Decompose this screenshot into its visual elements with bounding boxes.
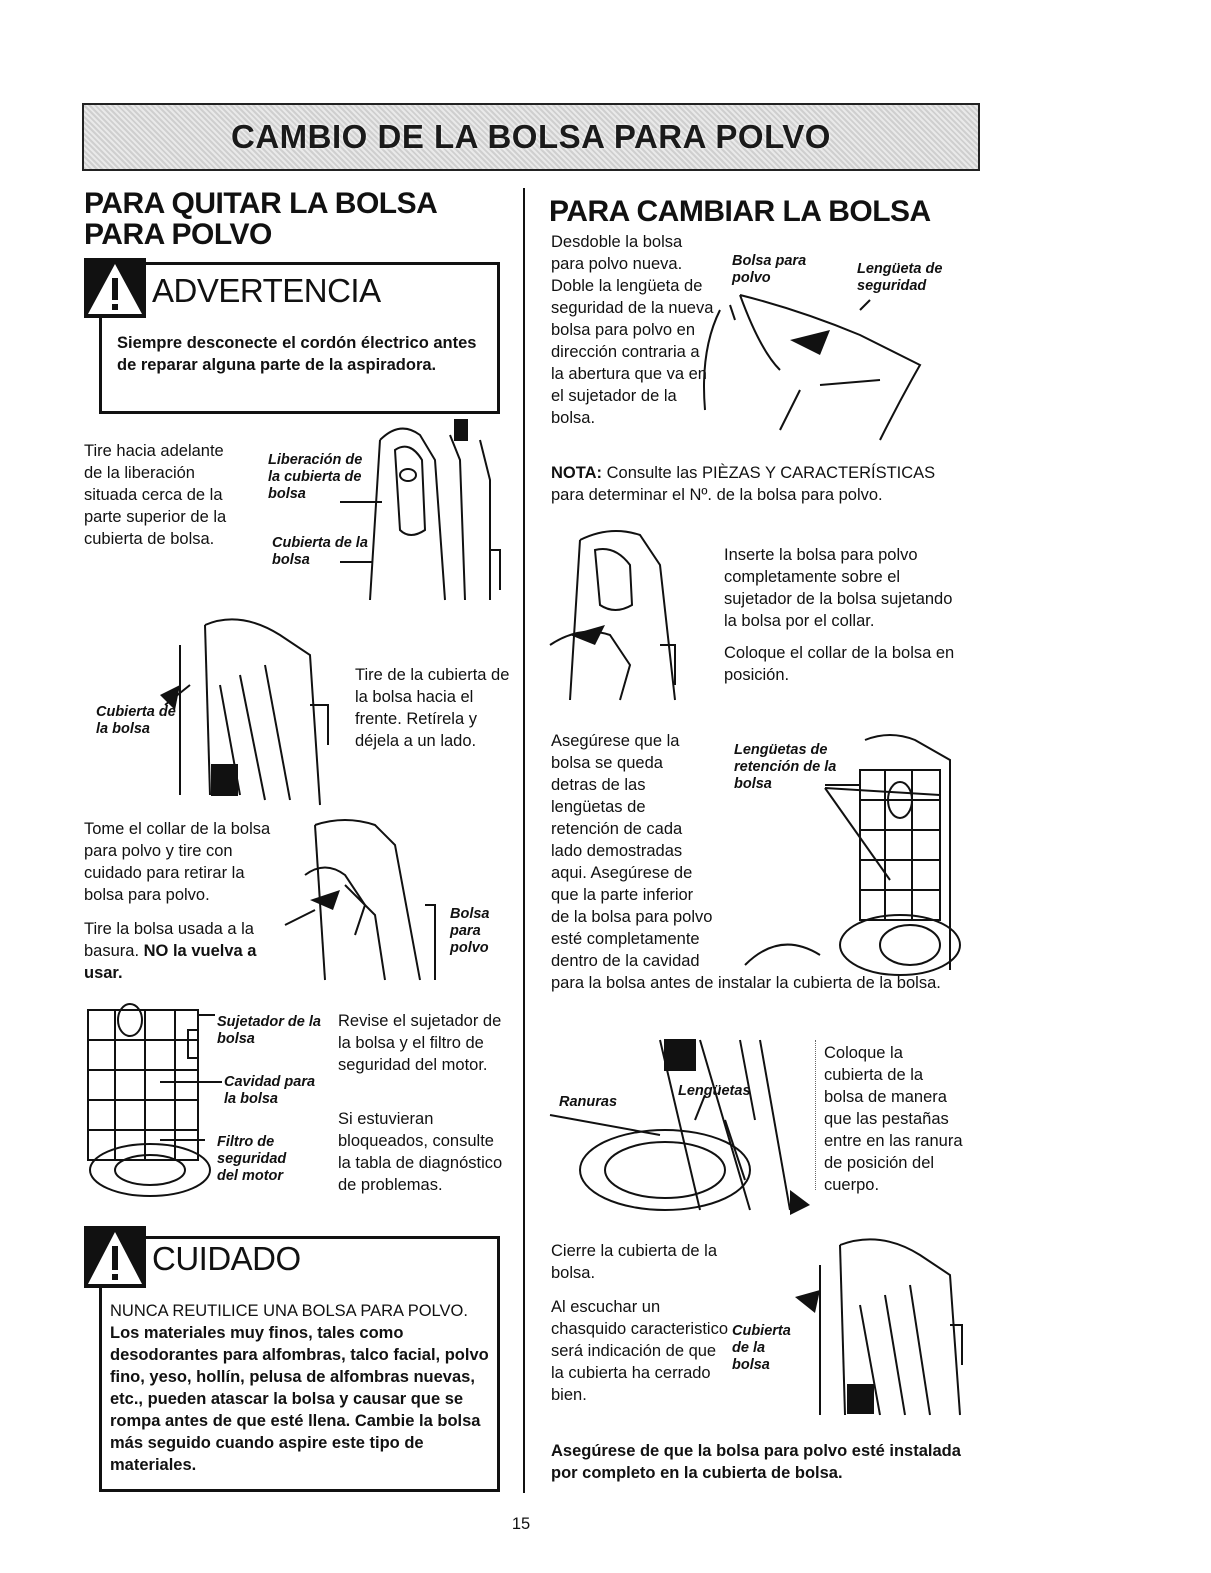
- label-bag-holder: Sujetador de la bolsa: [217, 1014, 321, 1047]
- illustration-unfold-bag: [680, 290, 940, 450]
- illustration-cover-slots: [550, 1040, 810, 1215]
- label-bag-cavity: Cavidad para la bolsa: [224, 1074, 316, 1107]
- label-slots: Ranuras: [559, 1094, 618, 1110]
- illustration-remove-cover: [170, 615, 340, 805]
- note-label: NOTA:: [551, 464, 603, 482]
- label-release: Liberación de la cubierta de bolsa: [268, 452, 363, 502]
- left-step1-text: Tire hacia adelante de la liberación situada cerca de la parte superior de la cubierta de bolsa.: [84, 442, 227, 548]
- warning-icon: [84, 258, 146, 318]
- left-step3-text1: Tome el collar de la bolsa para polvo y tire con cuidado para retirar la bolsa para polvo.: [84, 820, 271, 904]
- right-heading: PARA CAMBIAR LA BOLSA: [549, 195, 931, 228]
- label-safety-tab: Lengüeta de seguridad: [857, 261, 943, 294]
- label-motor-filter: Filtro de seguridad del motor: [217, 1134, 287, 1184]
- right-step2-text2: Coloque el collar de la bolsa en posición.: [724, 644, 955, 684]
- left-step2-text: Tire de la cubierta de la bolsa hacia el frente. Retírela y déjela a un lado.: [355, 666, 510, 750]
- illustration-retention-tabs: [740, 730, 955, 975]
- right-step5-text2: Al escuchar un chasquido caracteristico será indicación de que la cubierta ha cerrado bien.: [551, 1298, 729, 1404]
- illustration-remove-bag: [285, 815, 445, 985]
- right-step5-text1: Cierre la cubierta de la bolsa.: [551, 1242, 717, 1282]
- left-step3-text2: [84, 918, 279, 984]
- warning-title: ADVERTENCIA: [152, 272, 381, 309]
- page-number: 15: [511, 1515, 531, 1533]
- text-discard: Tire la bolsa usada a la basura.: [84, 920, 254, 960]
- illustration-insert-bag: [550, 525, 700, 705]
- caution-icon: [84, 1226, 146, 1288]
- section-banner: [82, 103, 980, 171]
- right-step1-text: Desdoble la bolsa para polvo nueva. Doble la lengüeta de seguridad de la nueva bolsa para polvo en dirección contraria a la abertura que va en el sujetador de la bolsa.: [551, 233, 714, 427]
- left-step4-text1: Revise el sujetador de la bolsa y el filtro de seguridad del motor.: [338, 1012, 502, 1074]
- caution-text-lead: NUNCA REUTILICE UNA BOLSA PARA POLVO.: [110, 1302, 468, 1320]
- step3-text-body: Asegúrese que la bolsa se queda detras de las lengüetas de retención de cada lado demostradas aqui. Asegúrese de que la parte inferior de la bolsa para polvo esté completamente dentro de la cavidad para la bolsa antes de instalar la cubierta de la bolsa.: [551, 732, 941, 992]
- illustration-release-latch: [340, 420, 510, 610]
- label-dust-bag: Bolsa para polvo: [450, 906, 490, 956]
- warning-text: Siempre desconecte el cordón électrico antes de reparar alguna parte de la aspiradora.: [117, 334, 477, 374]
- label-bag-cover-1: Cubierta de la bolsa: [272, 535, 368, 568]
- column-divider: [523, 188, 525, 1493]
- right-step4-text: Coloque la cubierta de la bolsa de manera que las pestañas entre en las ranura de posición del cuerpo.: [824, 1044, 963, 1194]
- label-retention-tabs: Lengüetas de retención de la bolsa: [734, 742, 837, 792]
- banner-title: CAMBIO DE LA BOLSA PARA POLVO: [231, 118, 831, 155]
- label-tabs: Lengüetas: [678, 1083, 751, 1099]
- right-step2-text1: Inserte la bolsa para polvo completamente sobre el sujetador de la bolsa sujetando la bolsa por el collar.: [724, 546, 953, 630]
- left-heading: PARA QUITAR LA BOLSA PARA POLVO: [84, 187, 437, 251]
- label-new-bag: Bolsa para polvo: [732, 253, 807, 286]
- step4-separator: [815, 1040, 817, 1190]
- caution-title: CUIDADO: [152, 1240, 301, 1277]
- note-text: [551, 462, 971, 506]
- caution-text: [110, 1300, 492, 1476]
- illustration-close-cover: [800, 1235, 970, 1420]
- label-bag-cover-2: Cubierta de la bolsa: [96, 704, 176, 737]
- right-step5-final: Asegúrese de que la bolsa para polvo esté instalada por completo en la cubierta de bolsa.: [551, 1442, 961, 1482]
- text-do-not-reuse: NO la vuelva a usar.: [84, 942, 257, 982]
- left-step4-text2: Si estuvieran bloqueados, consulte la tabla de diagnóstico de problemas.: [338, 1110, 503, 1194]
- label-bag-cover-3: Cubierta de la bolsa: [732, 1323, 791, 1373]
- caution-text-body: Los materiales muy finos, tales como desodorantes para alfombras, talco facial, polvo fino, yeso, hollín, pelusa de alfombras nuevas, etc., pueden atascar la bolsa y causar que se rompa antes de que esté llena. Cambie la bolsa más seguido cuando aspire este tipo de materiales.: [110, 1324, 489, 1474]
- note-body: Consulte las PIÈZAS Y CARACTERÍSTICAS para determinar el Nº. de la bolsa para polvo.: [551, 464, 936, 504]
